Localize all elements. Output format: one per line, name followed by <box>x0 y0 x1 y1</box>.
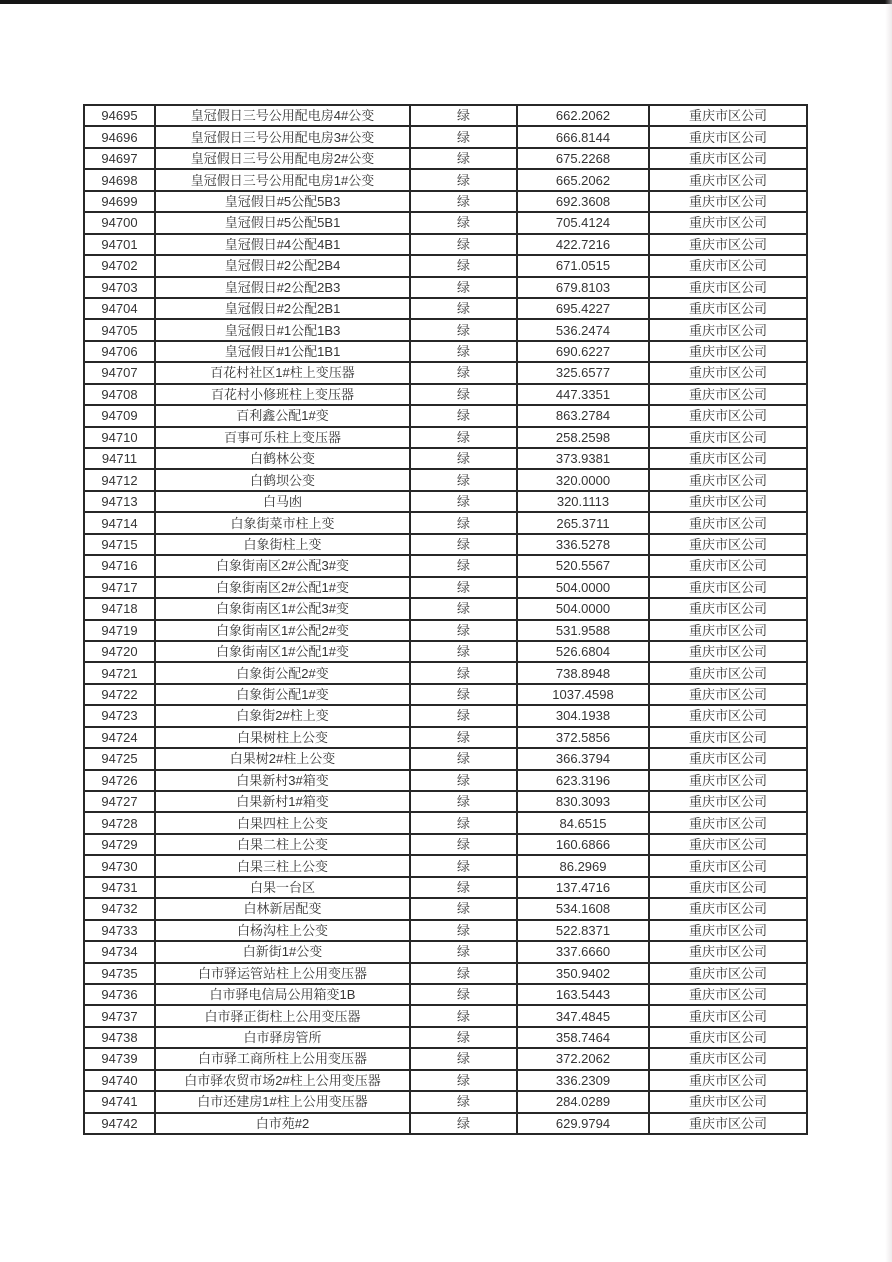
cell-company: 重庆市区公司 <box>649 1005 807 1026</box>
cell-value: 337.6660 <box>517 941 649 962</box>
cell-id: 94716 <box>84 555 155 576</box>
cell-id: 94735 <box>84 963 155 984</box>
cell-name: 白市驿房管所 <box>155 1027 410 1048</box>
cell-status: 绿 <box>410 748 517 769</box>
cell-status: 绿 <box>410 212 517 233</box>
cell-name: 皇冠假日#4公配4B1 <box>155 234 410 255</box>
cell-company: 重庆市区公司 <box>649 277 807 298</box>
cell-name: 白果树柱上公变 <box>155 727 410 748</box>
cell-value: 665.2062 <box>517 169 649 190</box>
table-row <box>84 298 807 319</box>
cell-value: 358.7464 <box>517 1027 649 1048</box>
cell-id: 94739 <box>84 1048 155 1069</box>
cell-status: 绿 <box>410 255 517 276</box>
cell-id: 94715 <box>84 534 155 555</box>
table-row <box>84 1005 807 1026</box>
cell-id: 94728 <box>84 812 155 833</box>
cell-status: 绿 <box>410 662 517 683</box>
table-row <box>84 362 807 383</box>
table-row <box>84 491 807 512</box>
cell-status: 绿 <box>410 855 517 876</box>
cell-status: 绿 <box>410 448 517 469</box>
cell-id: 94708 <box>84 384 155 405</box>
table-row <box>84 834 807 855</box>
cell-id: 94712 <box>84 469 155 490</box>
cell-value: 534.1608 <box>517 898 649 919</box>
cell-value: 705.4124 <box>517 212 649 233</box>
cell-status: 绿 <box>410 384 517 405</box>
cell-value: 160.6866 <box>517 834 649 855</box>
cell-status: 绿 <box>410 491 517 512</box>
cell-value: 86.2969 <box>517 855 649 876</box>
cell-value: 1037.4598 <box>517 684 649 705</box>
cell-name: 白象街公配2#变 <box>155 662 410 683</box>
cell-company: 重庆市区公司 <box>649 427 807 448</box>
cell-company: 重庆市区公司 <box>649 298 807 319</box>
cell-status: 绿 <box>410 362 517 383</box>
cell-name: 皇冠假日三号公用配电房1#公变 <box>155 169 410 190</box>
cell-company: 重庆市区公司 <box>649 148 807 169</box>
cell-name: 白象街柱上变 <box>155 534 410 555</box>
table-row <box>84 684 807 705</box>
cell-id: 94714 <box>84 512 155 533</box>
table-body <box>84 105 807 1134</box>
table-row <box>84 620 807 641</box>
cell-status: 绿 <box>410 577 517 598</box>
cell-value: 336.5278 <box>517 534 649 555</box>
cell-id: 94702 <box>84 255 155 276</box>
table-row <box>84 1027 807 1048</box>
cell-status: 绿 <box>410 298 517 319</box>
table-row <box>84 255 807 276</box>
cell-name: 白新街1#公变 <box>155 941 410 962</box>
cell-status: 绿 <box>410 319 517 340</box>
cell-name: 白象街2#柱上变 <box>155 705 410 726</box>
cell-company: 重庆市区公司 <box>649 684 807 705</box>
cell-company: 重庆市区公司 <box>649 512 807 533</box>
cell-value: 304.1938 <box>517 705 649 726</box>
cell-name: 皇冠假日#2公配2B1 <box>155 298 410 319</box>
cell-value: 695.4227 <box>517 298 649 319</box>
cell-company: 重庆市区公司 <box>649 126 807 147</box>
cell-company: 重庆市区公司 <box>649 341 807 362</box>
table-row <box>84 705 807 726</box>
cell-value: 366.3794 <box>517 748 649 769</box>
cell-status: 绿 <box>410 877 517 898</box>
cell-company: 重庆市区公司 <box>649 662 807 683</box>
cell-value: 320.1113 <box>517 491 649 512</box>
cell-name: 白市驿正街柱上公用变压器 <box>155 1005 410 1026</box>
cell-status: 绿 <box>410 405 517 426</box>
cell-id: 94726 <box>84 770 155 791</box>
cell-id: 94738 <box>84 1027 155 1048</box>
cell-status: 绿 <box>410 770 517 791</box>
cell-value: 372.5856 <box>517 727 649 748</box>
cell-name: 百花村小修班柱上变压器 <box>155 384 410 405</box>
cell-name: 白果一台区 <box>155 877 410 898</box>
cell-status: 绿 <box>410 169 517 190</box>
table-row <box>84 1070 807 1091</box>
cell-id: 94730 <box>84 855 155 876</box>
table-row <box>84 598 807 619</box>
table-row <box>84 234 807 255</box>
cell-company: 重庆市区公司 <box>649 791 807 812</box>
cell-company: 重庆市区公司 <box>649 748 807 769</box>
cell-company: 重庆市区公司 <box>649 1048 807 1069</box>
cell-value: 671.0515 <box>517 255 649 276</box>
cell-value: 526.6804 <box>517 641 649 662</box>
cell-name: 白市驿工商所柱上公用变压器 <box>155 1048 410 1069</box>
cell-company: 重庆市区公司 <box>649 448 807 469</box>
cell-value: 531.9588 <box>517 620 649 641</box>
cell-company: 重庆市区公司 <box>649 770 807 791</box>
cell-name: 皇冠假日#2公配2B4 <box>155 255 410 276</box>
cell-company: 重庆市区公司 <box>649 920 807 941</box>
cell-company: 重庆市区公司 <box>649 877 807 898</box>
cell-company: 重庆市区公司 <box>649 1113 807 1134</box>
cell-status: 绿 <box>410 1113 517 1134</box>
cell-company: 重庆市区公司 <box>649 963 807 984</box>
cell-company: 重庆市区公司 <box>649 941 807 962</box>
cell-id: 94729 <box>84 834 155 855</box>
cell-name: 白市驿农贸市场2#柱上公用变压器 <box>155 1070 410 1091</box>
cell-value: 690.6227 <box>517 341 649 362</box>
cell-company: 重庆市区公司 <box>649 984 807 1005</box>
cell-company: 重庆市区公司 <box>649 105 807 126</box>
table-row <box>84 748 807 769</box>
cell-name: 皇冠假日#5公配5B3 <box>155 191 410 212</box>
table-row <box>84 791 807 812</box>
cell-company: 重庆市区公司 <box>649 834 807 855</box>
table-row <box>84 512 807 533</box>
table-row <box>84 963 807 984</box>
cell-name: 皇冠假日三号公用配电房4#公变 <box>155 105 410 126</box>
table-row <box>84 662 807 683</box>
cell-status: 绿 <box>410 469 517 490</box>
cell-status: 绿 <box>410 705 517 726</box>
cell-id: 94699 <box>84 191 155 212</box>
cell-name: 白象街公配1#变 <box>155 684 410 705</box>
cell-status: 绿 <box>410 941 517 962</box>
cell-id: 94720 <box>84 641 155 662</box>
cell-id: 94718 <box>84 598 155 619</box>
cell-company: 重庆市区公司 <box>649 212 807 233</box>
cell-value: 863.2784 <box>517 405 649 426</box>
cell-value: 536.2474 <box>517 319 649 340</box>
cell-name: 白市驿电信局公用箱变1B <box>155 984 410 1005</box>
cell-name: 白鹤林公变 <box>155 448 410 469</box>
cell-status: 绿 <box>410 984 517 1005</box>
cell-company: 重庆市区公司 <box>649 469 807 490</box>
cell-company: 重庆市区公司 <box>649 898 807 919</box>
table-row <box>84 405 807 426</box>
cell-company: 重庆市区公司 <box>649 534 807 555</box>
cell-id: 94697 <box>84 148 155 169</box>
cell-value: 504.0000 <box>517 598 649 619</box>
table-row <box>84 555 807 576</box>
cell-value: 336.2309 <box>517 1070 649 1091</box>
cell-status: 绿 <box>410 1070 517 1091</box>
cell-id: 94741 <box>84 1091 155 1112</box>
cell-company: 重庆市区公司 <box>649 491 807 512</box>
cell-name: 白果三柱上公变 <box>155 855 410 876</box>
table-row <box>84 984 807 1005</box>
cell-name: 白马凼 <box>155 491 410 512</box>
cell-id: 94707 <box>84 362 155 383</box>
cell-id: 94700 <box>84 212 155 233</box>
cell-status: 绿 <box>410 620 517 641</box>
page-top-edge-line <box>0 0 892 4</box>
cell-value: 830.3093 <box>517 791 649 812</box>
cell-company: 重庆市区公司 <box>649 255 807 276</box>
cell-value: 422.7216 <box>517 234 649 255</box>
cell-status: 绿 <box>410 234 517 255</box>
table-row <box>84 169 807 190</box>
cell-status: 绿 <box>410 191 517 212</box>
cell-company: 重庆市区公司 <box>649 1070 807 1091</box>
table-row <box>84 898 807 919</box>
cell-name: 百事可乐柱上变压器 <box>155 427 410 448</box>
cell-id: 94709 <box>84 405 155 426</box>
table-row <box>84 920 807 941</box>
cell-value: 372.2062 <box>517 1048 649 1069</box>
cell-company: 重庆市区公司 <box>649 641 807 662</box>
cell-value: 347.4845 <box>517 1005 649 1026</box>
cell-value: 738.8948 <box>517 662 649 683</box>
cell-id: 94710 <box>84 427 155 448</box>
cell-id: 94722 <box>84 684 155 705</box>
cell-company: 重庆市区公司 <box>649 384 807 405</box>
cell-company: 重庆市区公司 <box>649 319 807 340</box>
cell-id: 94705 <box>84 319 155 340</box>
cell-status: 绿 <box>410 963 517 984</box>
cell-company: 重庆市区公司 <box>649 555 807 576</box>
table-row <box>84 277 807 298</box>
cell-id: 94717 <box>84 577 155 598</box>
table-row <box>84 1113 807 1134</box>
cell-status: 绿 <box>410 641 517 662</box>
cell-status: 绿 <box>410 1005 517 1026</box>
table-row <box>84 212 807 233</box>
table-row <box>84 577 807 598</box>
cell-id: 94740 <box>84 1070 155 1091</box>
cell-id: 94698 <box>84 169 155 190</box>
cell-name: 白市驿运管站柱上公用变压器 <box>155 963 410 984</box>
cell-name: 白果四柱上公变 <box>155 812 410 833</box>
cell-id: 94701 <box>84 234 155 255</box>
cell-id: 94696 <box>84 126 155 147</box>
cell-id: 94732 <box>84 898 155 919</box>
cell-value: 325.6577 <box>517 362 649 383</box>
cell-id: 94742 <box>84 1113 155 1134</box>
cell-company: 重庆市区公司 <box>649 812 807 833</box>
cell-name: 白果新村3#箱变 <box>155 770 410 791</box>
cell-value: 447.3351 <box>517 384 649 405</box>
table-row <box>84 877 807 898</box>
cell-id: 94734 <box>84 941 155 962</box>
table-row <box>84 191 807 212</box>
cell-name: 皇冠假日#1公配1B3 <box>155 319 410 340</box>
cell-id: 94724 <box>84 727 155 748</box>
cell-name: 白象街南区2#公配3#变 <box>155 555 410 576</box>
cell-status: 绿 <box>410 105 517 126</box>
cell-id: 94695 <box>84 105 155 126</box>
cell-status: 绿 <box>410 598 517 619</box>
cell-id: 94721 <box>84 662 155 683</box>
cell-status: 绿 <box>410 427 517 448</box>
cell-value: 675.2268 <box>517 148 649 169</box>
table-row <box>84 427 807 448</box>
cell-name: 百花村社区1#柱上变压器 <box>155 362 410 383</box>
cell-company: 重庆市区公司 <box>649 577 807 598</box>
cell-value: 265.3711 <box>517 512 649 533</box>
cell-company: 重庆市区公司 <box>649 620 807 641</box>
table-row <box>84 855 807 876</box>
cell-company: 重庆市区公司 <box>649 405 807 426</box>
cell-status: 绿 <box>410 148 517 169</box>
table-row <box>84 770 807 791</box>
cell-value: 258.2598 <box>517 427 649 448</box>
cell-name: 皇冠假日#5公配5B1 <box>155 212 410 233</box>
cell-status: 绿 <box>410 727 517 748</box>
cell-value: 137.4716 <box>517 877 649 898</box>
cell-company: 重庆市区公司 <box>649 234 807 255</box>
cell-status: 绿 <box>410 277 517 298</box>
cell-status: 绿 <box>410 812 517 833</box>
cell-id: 94727 <box>84 791 155 812</box>
table-row <box>84 534 807 555</box>
cell-status: 绿 <box>410 555 517 576</box>
cell-status: 绿 <box>410 920 517 941</box>
transformer-data-table <box>83 104 808 1135</box>
cell-id: 94713 <box>84 491 155 512</box>
cell-id: 94706 <box>84 341 155 362</box>
cell-value: 284.0289 <box>517 1091 649 1112</box>
cell-value: 350.9402 <box>517 963 649 984</box>
cell-status: 绿 <box>410 341 517 362</box>
cell-id: 94703 <box>84 277 155 298</box>
cell-id: 94725 <box>84 748 155 769</box>
cell-value: 84.6515 <box>517 812 649 833</box>
table-row <box>84 105 807 126</box>
cell-name: 白鹤坝公变 <box>155 469 410 490</box>
cell-id: 94733 <box>84 920 155 941</box>
cell-status: 绿 <box>410 1027 517 1048</box>
cell-company: 重庆市区公司 <box>649 598 807 619</box>
cell-status: 绿 <box>410 898 517 919</box>
cell-name: 白象街菜市柱上变 <box>155 512 410 533</box>
cell-value: 163.5443 <box>517 984 649 1005</box>
cell-status: 绿 <box>410 684 517 705</box>
cell-name: 白象街南区1#公配2#变 <box>155 620 410 641</box>
cell-value: 666.8144 <box>517 126 649 147</box>
cell-value: 320.0000 <box>517 469 649 490</box>
table-row <box>84 1048 807 1069</box>
cell-value: 373.9381 <box>517 448 649 469</box>
cell-status: 绿 <box>410 1091 517 1112</box>
table-row <box>84 727 807 748</box>
table-row <box>84 126 807 147</box>
cell-company: 重庆市区公司 <box>649 362 807 383</box>
table-row <box>84 448 807 469</box>
cell-status: 绿 <box>410 126 517 147</box>
cell-company: 重庆市区公司 <box>649 705 807 726</box>
cell-id: 94723 <box>84 705 155 726</box>
cell-value: 679.8103 <box>517 277 649 298</box>
cell-company: 重庆市区公司 <box>649 1091 807 1112</box>
cell-id: 94736 <box>84 984 155 1005</box>
cell-name: 白象街南区1#公配1#变 <box>155 641 410 662</box>
cell-name: 皇冠假日#1公配1B1 <box>155 341 410 362</box>
cell-name: 白果新村1#箱变 <box>155 791 410 812</box>
cell-name: 白果树2#柱上公变 <box>155 748 410 769</box>
cell-status: 绿 <box>410 512 517 533</box>
cell-value: 504.0000 <box>517 577 649 598</box>
cell-value: 629.9794 <box>517 1113 649 1134</box>
table-row <box>84 469 807 490</box>
cell-value: 520.5567 <box>517 555 649 576</box>
cell-company: 重庆市区公司 <box>649 727 807 748</box>
cell-name: 皇冠假日三号公用配电房2#公变 <box>155 148 410 169</box>
table-row <box>84 341 807 362</box>
cell-id: 94704 <box>84 298 155 319</box>
cell-status: 绿 <box>410 791 517 812</box>
cell-status: 绿 <box>410 834 517 855</box>
cell-id: 94731 <box>84 877 155 898</box>
cell-company: 重庆市区公司 <box>649 191 807 212</box>
page-right-edge-shadow <box>885 0 892 1262</box>
cell-value: 662.2062 <box>517 105 649 126</box>
cell-name: 白象街南区2#公配1#变 <box>155 577 410 598</box>
cell-value: 623.3196 <box>517 770 649 791</box>
table-row <box>84 941 807 962</box>
cell-name: 百利鑫公配1#变 <box>155 405 410 426</box>
cell-name: 白杨沟柱上公变 <box>155 920 410 941</box>
cell-company: 重庆市区公司 <box>649 1027 807 1048</box>
cell-id: 94719 <box>84 620 155 641</box>
cell-value: 522.8371 <box>517 920 649 941</box>
cell-name: 白市还建房1#柱上公用变压器 <box>155 1091 410 1112</box>
cell-name: 皇冠假日#2公配2B3 <box>155 277 410 298</box>
table-row <box>84 1091 807 1112</box>
table-row <box>84 319 807 340</box>
table-row <box>84 641 807 662</box>
cell-name: 白市苑#2 <box>155 1113 410 1134</box>
cell-id: 94737 <box>84 1005 155 1026</box>
cell-name: 白果二柱上公变 <box>155 834 410 855</box>
cell-company: 重庆市区公司 <box>649 169 807 190</box>
table-row <box>84 384 807 405</box>
cell-name: 皇冠假日三号公用配电房3#公变 <box>155 126 410 147</box>
cell-name: 白林新居配变 <box>155 898 410 919</box>
cell-status: 绿 <box>410 534 517 555</box>
cell-company: 重庆市区公司 <box>649 855 807 876</box>
cell-status: 绿 <box>410 1048 517 1069</box>
table-row <box>84 812 807 833</box>
cell-value: 692.3608 <box>517 191 649 212</box>
cell-name: 白象街南区1#公配3#变 <box>155 598 410 619</box>
cell-id: 94711 <box>84 448 155 469</box>
table-row <box>84 148 807 169</box>
